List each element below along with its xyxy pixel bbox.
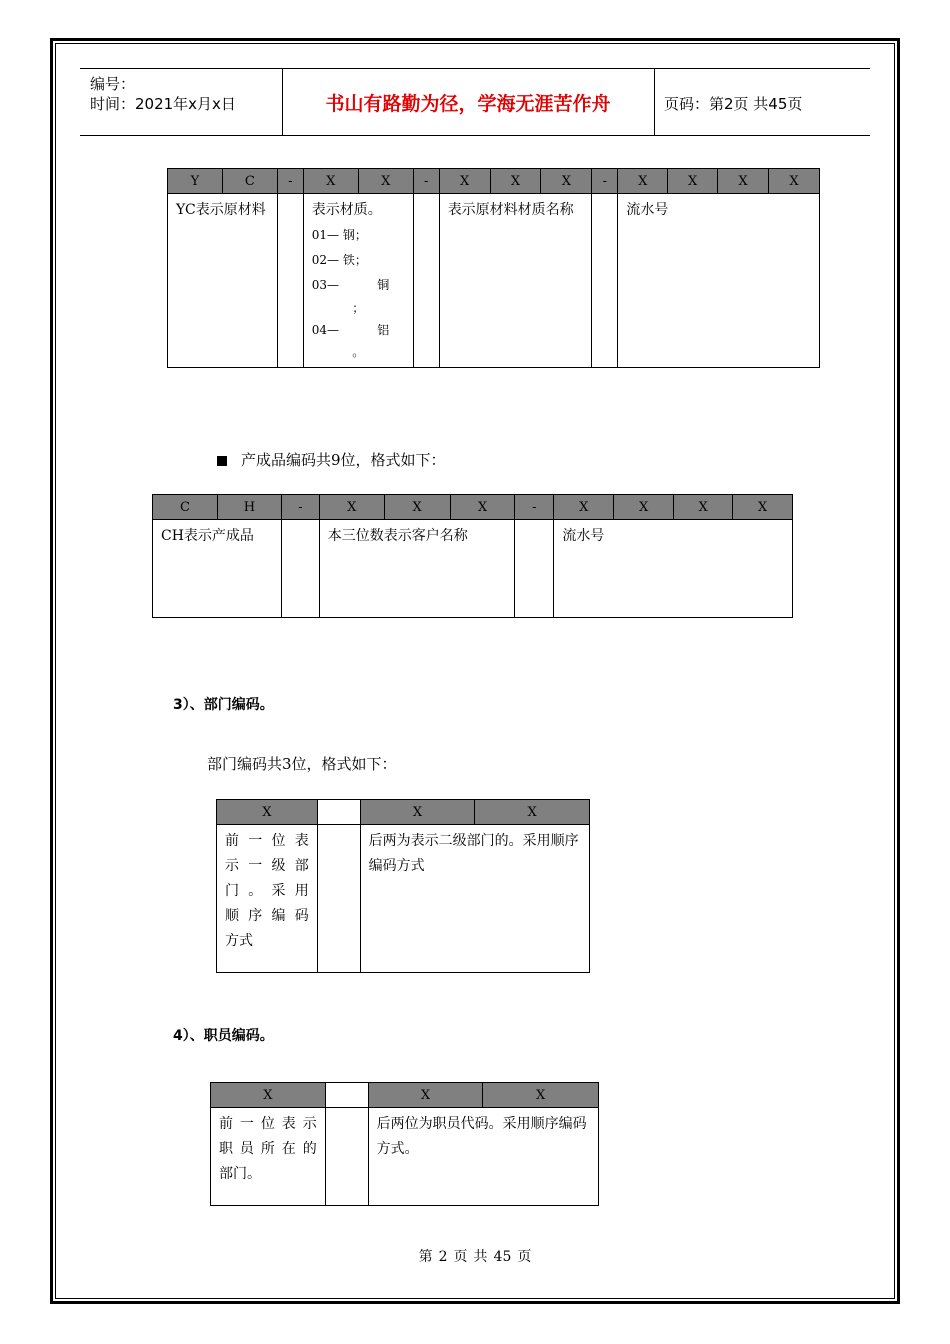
code-cell: X	[303, 169, 358, 194]
code-cell: X	[475, 800, 590, 825]
desc-line: 前一位表示	[219, 1116, 317, 1132]
department-code-table	[216, 799, 590, 973]
desc-blank	[317, 825, 360, 973]
desc-line: 前一位表	[225, 833, 309, 849]
time-label: 时间：2021年x月x日	[90, 95, 236, 113]
code-cell: -	[515, 495, 554, 520]
material-item: 04— 铝	[311, 323, 390, 337]
code-cell	[325, 1083, 368, 1108]
code-cell: X	[211, 1083, 326, 1108]
product-code-table	[152, 494, 793, 618]
code-cell: -	[592, 169, 618, 194]
desc-level1	[217, 825, 318, 973]
code-cell: X	[618, 169, 668, 194]
material-item: 01— 钢；	[311, 228, 367, 242]
code-cell: C	[153, 495, 218, 520]
code-cell: Y	[168, 169, 223, 194]
motto: 书山有路勤为径，学海无涯苦作舟	[282, 69, 655, 135]
footer-part: 页	[517, 1249, 532, 1265]
code-cell: -	[281, 495, 319, 520]
code-cell: X	[554, 495, 614, 520]
code-cell: X	[360, 800, 475, 825]
product-code-intro	[217, 449, 446, 470]
desc-line: 部门。	[219, 1166, 261, 1182]
section-3-text: 部门编码共3位，格式如下：	[207, 755, 397, 773]
section-3-title: 3）、部门编码。	[173, 697, 274, 713]
footer-total-pages: 45	[493, 1249, 512, 1265]
desc-level2: 后两为表示二级部门的。采用顺序编码方式	[360, 825, 589, 973]
raw-material-code-table	[167, 168, 820, 368]
code-cell: X	[319, 495, 384, 520]
desc-serial: 流水号	[554, 520, 793, 618]
code-header-row	[211, 1083, 599, 1108]
desc-blank	[592, 194, 618, 368]
page-info: 页码：第2页 共45页	[664, 95, 803, 113]
desc-line: 顺序编码	[225, 908, 309, 924]
desc-serial: 流水号	[618, 194, 820, 368]
footer-part: 页	[453, 1249, 468, 1265]
desc-blank	[281, 520, 319, 618]
section-4-title: 4）、职员编码。	[173, 1028, 274, 1044]
code-cell: X	[674, 495, 733, 520]
code-cell: X	[718, 169, 769, 194]
code-header-row	[168, 169, 820, 194]
code-cell: X	[614, 495, 674, 520]
code-cell: X	[217, 800, 318, 825]
material-title: 表示材质。	[311, 202, 382, 218]
code-cell: H	[217, 495, 281, 520]
number-label: 编号：	[90, 75, 136, 93]
code-header-row	[217, 800, 590, 825]
desc-customer: 本三位数表示客户名称	[319, 520, 515, 618]
material-item: 。	[352, 345, 365, 359]
material-item: 02— 铁；	[311, 253, 367, 267]
desc-prefix: YC表示原材料	[168, 194, 278, 368]
desc-blank	[515, 520, 554, 618]
desc-material	[303, 194, 413, 368]
code-cell	[317, 800, 360, 825]
document-header	[80, 68, 870, 136]
desc-line: 门。采用	[225, 883, 309, 899]
desc-department	[211, 1108, 326, 1206]
footer-part: 第	[418, 1249, 433, 1265]
description-row	[168, 194, 820, 368]
code-cell: X	[769, 169, 820, 194]
desc-blank	[325, 1108, 368, 1206]
code-cell: X	[483, 1083, 599, 1108]
desc-line: 职员所在的	[219, 1141, 317, 1157]
code-cell: X	[358, 169, 413, 194]
description-row	[153, 520, 793, 618]
desc-line: 方式	[225, 933, 253, 949]
code-header-row	[153, 495, 793, 520]
description-row	[217, 825, 590, 973]
staff-code-table	[210, 1082, 599, 1206]
desc-material-name: 表示原材料材质名称	[439, 194, 592, 368]
header-left-cell	[80, 69, 283, 135]
product-code-text: 产成品编码共9位，格式如下：	[241, 451, 446, 469]
code-cell: -	[277, 169, 303, 194]
desc-line: 示一级部	[225, 858, 309, 874]
code-cell: X	[439, 169, 490, 194]
desc-prefix: CH表示产成品	[153, 520, 282, 618]
code-cell: X	[733, 495, 793, 520]
page-footer	[0, 1246, 950, 1266]
code-cell: X	[368, 1083, 483, 1108]
footer-page-number: 2	[438, 1249, 448, 1265]
code-cell: X	[668, 169, 718, 194]
code-cell: X	[490, 169, 541, 194]
code-cell: -	[413, 169, 439, 194]
desc-blank	[277, 194, 303, 368]
desc-staff-id: 后两位为职员代码。采用顺序编码方式。	[368, 1108, 598, 1206]
code-cell: X	[450, 495, 515, 520]
bullet-icon	[217, 456, 227, 466]
footer-part: 共	[473, 1249, 488, 1265]
material-item: 03— 铜	[311, 278, 390, 292]
code-cell: X	[541, 169, 592, 194]
code-cell: C	[222, 169, 277, 194]
description-row	[211, 1108, 599, 1206]
material-item: ；	[352, 301, 365, 315]
code-cell: X	[384, 495, 450, 520]
desc-blank	[413, 194, 439, 368]
